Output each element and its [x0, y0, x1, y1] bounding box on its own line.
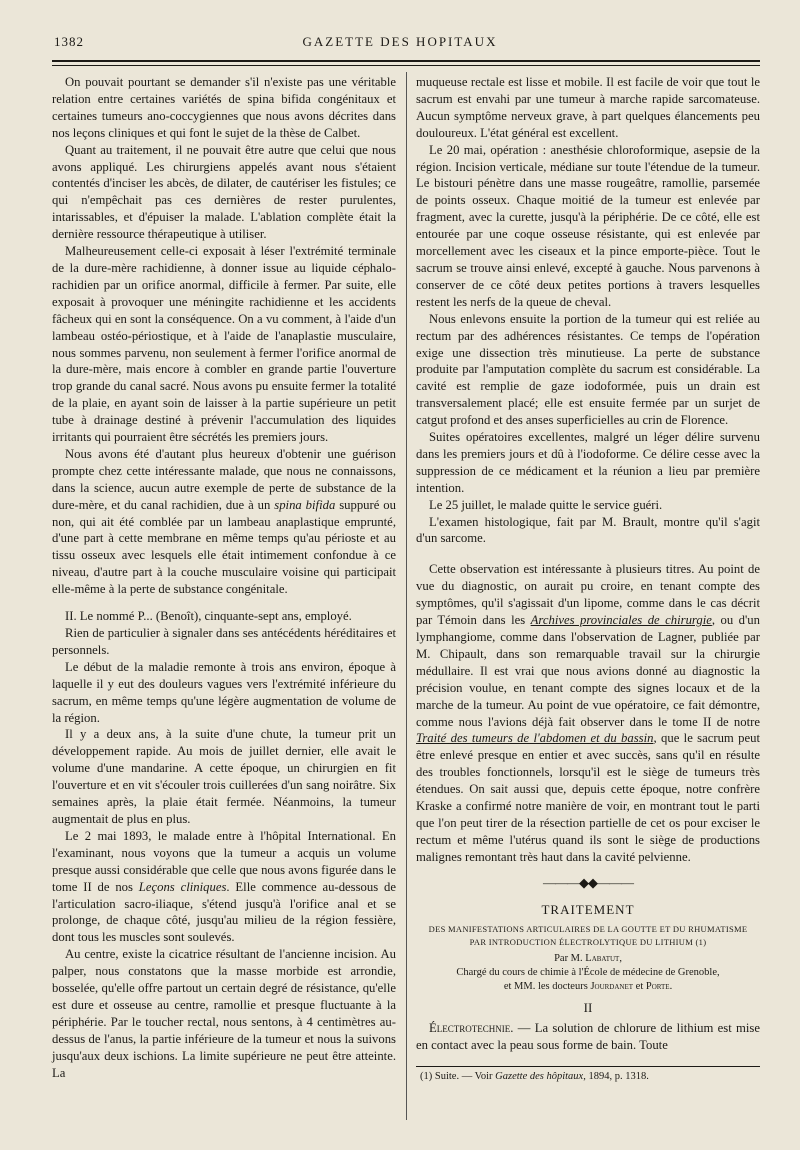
text-run: suppuré ou non, qui ait été comblée par un lambeau anaplastique emprunté, d'une part à cette membrane en même temps qu'au périoste et au tissu osseux avec lesquels elle était intimement confondue à ce niveau, d'autre part à la couche musculaire voisine qui participait elle-même à la perte de substance congénitale. [52, 497, 396, 597]
paragraph: Le 20 mai, opération : anesthésie chloroformique, asepsie de la région. Incision verticale, médiane sur toute l'étendue de la tumeur. Le bistouri pénètre dans une masse rougeâtre, ramollie, parsemée de points osseux. Chaque moitié de la tumeur est enlevée par fragment, avec la curette, jusqu'à la périphérie. De ce côté, elle est entourée par une coque osseuse résistante, qui est enlevée par morcellement avec les ciseaux et la pince emporte-pièce. Tout le sacrum se trouve ainsi enlevé, excepté à gauche. Nous parvenons à conserver de ce côté deux petites portions à travers lesquelles restent les nerfs de la queue de cheval. [416, 142, 760, 309]
part-number: II [583, 999, 593, 1015]
text-run: Nous avons été d'autant plus heureux d'obtenir une guérison prompte chez cette intéressante malade, que nous ne connaissons, dans la science, aucun autre exemple de perte de substance de la dure-mère, et du canal rachidien, due à un [52, 446, 396, 512]
header-rule [52, 60, 760, 66]
paragraph: Le 25 juillet, le malade quitte le service guéri. [429, 497, 663, 512]
coauthor-name: Jourdanet [590, 980, 634, 992]
text-run: , 1894, p. 1318. [583, 1071, 649, 1083]
run-in-heading: Électrotechnie. [429, 1021, 514, 1036]
page-number: 1382 [54, 34, 84, 49]
italic-title: Archives provinciales de chirurgie [530, 613, 712, 628]
italic-title: Traité des tumeurs de l'abdomen et du bassin [416, 731, 654, 746]
paragraph: Suites opératoires excellentes, malgré un léger délire survenu dans les premiers jours et dû à l'iodoforme. Ce délire cesse avec la suppression de ce médicament et la réunion a lieu par première intention. [416, 430, 760, 495]
right-column [416, 74, 760, 1084]
text-run: (1) Suite. — Voir [420, 1071, 496, 1083]
text-run: Le 2 mai 1893, le malade entre à l'hôpital International. En l'examinant, nous voyons que la tumeur a acquis un volume presque aussi considérable que celle que nous avons figurée dans le tome II de nos [52, 828, 396, 894]
paragraph: Le début de la maladie remonte à trois ans environ, époque à laquelle il y eut des douleurs vagues vers l'extrémité inférieure du sacrum, en même temps qu'une légère augmentation de volume de la région. [52, 659, 396, 725]
text-run: — La solution de chlorure de lithium est mise en contact avec la peau sous forme de bain. Toute [416, 1021, 760, 1053]
coauthor-name: Porte [645, 980, 670, 992]
case-heading: II. Le nommé P... (Benoît), cinquante-sept ans, employé. [65, 609, 352, 624]
italic-title: Leçons cliniques [138, 879, 227, 894]
author-line [416, 952, 760, 966]
footnote-rule [416, 1066, 760, 1067]
paragraph: Quant au traitement, il ne pouvait être autre que celui que nous avons appliqué. Les chirurgiens appelés avant nous s'étaient contentés d'inciser les abcès, de dilater, de cautériser les fistules; ce qui n'empêchait pas ces dernières de rester purulentes, intarissables, et d'épuiser la malade. L'ablation complète était la dernière ressource thérapeutique à utiliser. [52, 142, 396, 242]
section-title: TRAITEMENT [541, 901, 635, 917]
italic-title: Gazette des hôpitaux [495, 1071, 584, 1083]
coauthors-line [416, 980, 760, 994]
text-run: Cette observation est intéressante à plusieurs titres. Au point de vue du diagnostic, on aurait pu croire, en tenant compte des symptômes, qu'il s'agissait d'un lipome, comme dans le cas décrit par Témoin dans les [416, 562, 760, 628]
paragraph: Rien de particulier à signaler dans ses antécédents héréditaires et personnels. [52, 626, 396, 657]
paragraph: L'examen histologique, fait par M. Brault, montre qu'il s'agit d'un sarcome. [416, 514, 760, 546]
left-column [52, 74, 396, 1081]
text-run: . Elle commence au-dessous de l'articulation sacro-iliaque, s'étend jusqu'à l'orifice anal et se prolonge, de chaque côté, jusqu'au milieu de la région fessière, dont tous les muscles sont soulevés. [52, 879, 396, 945]
text-run: Par M. [554, 952, 586, 964]
paragraph: Malheureusement celle-ci exposait à léser l'extrémité terminale de la dure-mère rachidienne, à donner issue au liquide céphalo-rachidien par un orifice anormal, difficile à fermer. Par suite, elle exposait à provoquer une méningite rachidienne et les accidents fâcheux qui en sont la conséquence. On a vu comment, à l'aide d'un lambeau ostéo-périostique, et à l'aide de l'anaplastie musculaire, nous sommes parvenu, non seulement à fermer l'orifice anormal de la dure-mère, mais encore à combler en grande partie l'ouverture trop grande du canal sacré. Nous avons pu ensuite fermer la totalité de la plaie, en ayant soin de laisser à la partie supérieure un petit tube à drainage destiné à prévenir l'accumulation des liquides irritants qui pourraient être sécrétés les premiers jours. [52, 244, 396, 445]
page-header [40, 34, 760, 56]
author-role: Chargé du cours de chimie à l'École de médecine de Grenoble, [456, 966, 720, 978]
paragraph [416, 561, 760, 865]
paragraph: muqueuse rectale est lisse et mobile. Il est facile de voir que tout le sacrum est envahi par une tumeur à marche rapide sarcomateuse. Aucun symptôme nerveux grave, à part quelques élancements peu douloureux. L'état général est excellent. [416, 75, 760, 140]
journal-title: GAZETTE DES HOPITAUX [302, 34, 498, 49]
section-subtitle: PAR INTRODUCTION ÉLECTROLYTIQUE DU LITHIUM (1) [469, 936, 707, 947]
paragraph: On pouvait pourtant se demander s'il n'existe pas une véritable relation entre certaines variétés de spina bifida congénitaux et certaines tumeurs ano-coccygiennes que nous avons décrites dans nos leçons cliniques et qui font le sujet de la thèse de Calbet. [52, 75, 396, 140]
paragraph: Nous enlevons ensuite la portion de la tumeur qui est reliée au rectum par des adhérences résistantes. Ce temps de l'opération exige une dissection très minutieuse. La perte de substance produite par l'amputation complète du sacrum est considérable. La cavité est remplie de gaze iodoformée, puis un drain est transversalement placé; elle est ensuite fermée par un surjet de catgut profond et des anses superficielles au crin de Florence. [416, 311, 760, 428]
text-run: . [669, 980, 673, 992]
paragraph: Au centre, existe la cicatrice résultant de l'ancienne incision. Au palper, nous constatons que la masse morbide est arrondie, bosselée, qu'elle offre partout un certain degré de résistance, qu'elle est dure et osseuse au centre, ramollie et presque fluctuante à la périphérie. Par le toucher rectal, nous sentons, à 4 centimètres au-dessus de l'anus, la partie inférieure de la tumeur et nous la suivons jusqu'aux deux ischions. La limite supérieure ne peut être atteinte. La [52, 947, 396, 1080]
italic-term: spina bifida [274, 497, 336, 512]
text-run: , [619, 952, 622, 964]
section-subtitle: DES MANIFESTATIONS ARTICULAIRES DE LA GOUTTE ET DU RHUMATISME [428, 923, 748, 934]
text-run: , ou d'un lymphangiome, comme dans l'observation de Lagner, publiée par M. Chipault, dans son remarquable travail sur la chirurgie médullaire. Il est vrai que nous avions donné au diagnostic la précision voulue, en tenant compte des signes locaux et de la marche de la tumeur. Au point de vue opératoire, ce fait démontre, comme nous l'avions déjà fait observer dans le tome II de notre [416, 613, 760, 729]
paragraph: Il y a deux ans, à la suite d'une chute, la tumeur prit un développement rapide. Au mois de juillet dernier, elle avait le volume d'une mandarine. A cette époque, un chirurgien en fit l'ouverture et en vit s'écouler trois cuillerées d'un sang noirâtre. Six semaines après, la plaie était fermée. Néanmoins, la tumeur augmentait de plus en plus. [52, 727, 396, 826]
text-run: et MM. les docteurs [503, 980, 591, 992]
text-run: et [633, 980, 646, 992]
author-name: Labatut [585, 952, 620, 964]
footnote [416, 1070, 760, 1084]
paragraph [416, 1020, 760, 1054]
column-divider [406, 72, 407, 1120]
section-divider: ———◆◆——— [543, 874, 633, 890]
paragraph [52, 828, 396, 946]
paragraph [52, 446, 396, 598]
text-run: , que le sacrum peut être enlevé presque en entier et avec succès, sans qu'il en résulte des troubles fonctionnels, lorsqu'il est le siège de tumeurs très étendues. On sait aussi que, depuis cette époque, notre confrère Kraske a confirmé notre manière de voir, en montrant tout le parti que l'on peut tirer de la résection partielle de cet os pour exciser le rectum et même l'utérus quand ils sont le siège de productions malignes remontant très haut dans la cavité pelvienne. [416, 731, 760, 864]
